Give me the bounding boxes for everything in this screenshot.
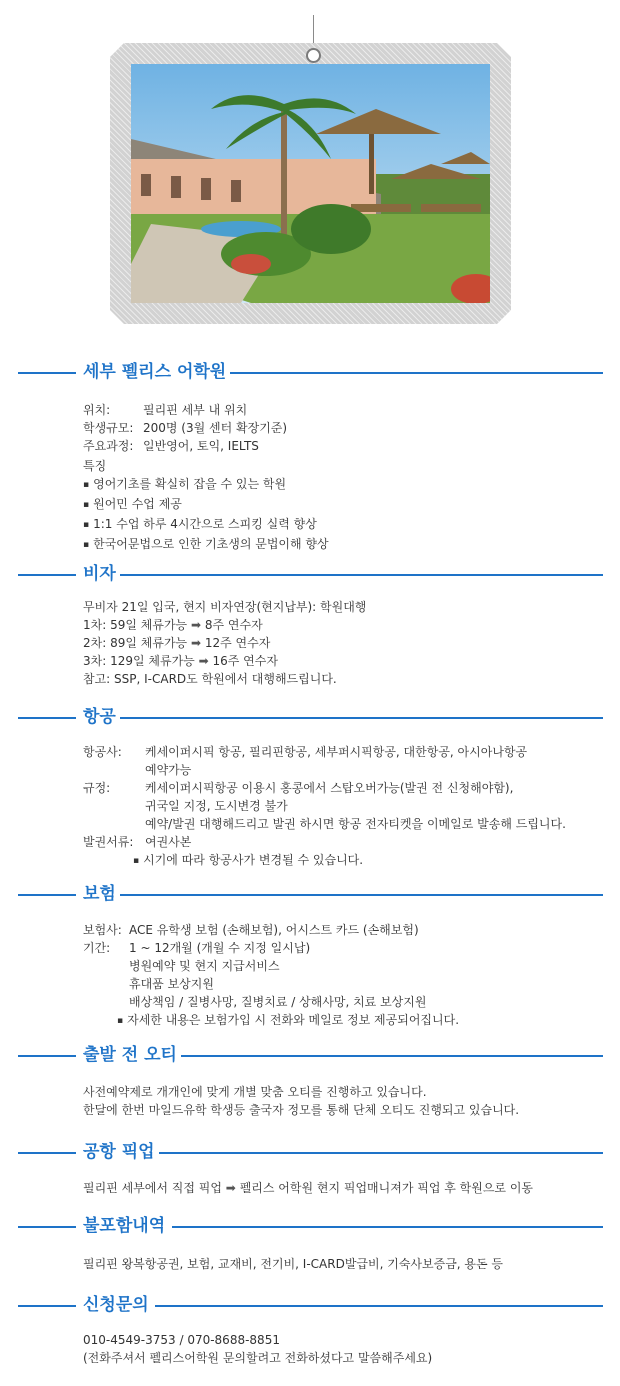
info-key: 항공사: <box>83 745 122 759</box>
section-flight <box>0 705 620 729</box>
info-key: 주요과정: <box>83 439 134 453</box>
visa-step-term: 12주 연수자 <box>204 636 271 650</box>
feature-item: ▪ 원어민 수업 제공 <box>83 495 603 515</box>
header-line-right <box>158 1152 603 1154</box>
info-value: 여권사본 <box>145 835 192 849</box>
visa-step-term: 8주 연수자 <box>204 618 263 632</box>
info-value: 케세이퍼시픽 항공, 필리핀항공, 세부퍼시픽항공, 대한항공, 아시아나항공 <box>145 745 528 759</box>
section-title: 신청문의 <box>83 1293 153 1317</box>
photo-frame <box>110 43 511 324</box>
section-pickup <box>0 1140 620 1164</box>
section-title: 불포함내역 <box>83 1214 169 1238</box>
info-value: 1 ~ 12개월 (개월 수 지정 일시납) <box>129 941 311 955</box>
info-key: 학생규모: <box>83 421 134 435</box>
info-value: 귀국일 지정, 도시변경 불가 <box>145 799 288 813</box>
pickup-from: 필리핀 세부에서 직접 픽업 <box>83 1181 222 1195</box>
section-orientation <box>0 1043 620 1067</box>
section-header <box>0 1140 620 1164</box>
info-key: 보험사: <box>83 923 122 937</box>
orientation-body <box>83 1083 603 1119</box>
contact-note: (전화주셔서 펠리스어학원 문의할려고 전화하셨다고 말씀해주세요) <box>83 1351 433 1365</box>
section-header <box>0 705 620 729</box>
spacer <box>83 761 145 779</box>
header-line-left <box>18 372 76 374</box>
campus-photo <box>131 64 490 303</box>
header-line-right <box>155 1305 603 1307</box>
insurance-body <box>83 921 603 1031</box>
info-row-cont <box>83 1011 603 1031</box>
section-title: 비자 <box>83 562 120 586</box>
header-line-left <box>18 1055 76 1057</box>
visa-step-stay: 3차: 129일 체류가능 <box>83 654 195 668</box>
header-line-left <box>18 1305 76 1307</box>
insurance-item: 휴대품 보상지원 <box>129 977 214 991</box>
info-row-cont <box>83 851 603 871</box>
section-header <box>0 1214 620 1238</box>
spacer <box>83 975 129 993</box>
visa-step-term: 16주 연수자 <box>212 654 278 668</box>
visa-step <box>83 616 603 634</box>
info-value: 200명 (3월 센터 확장기준) <box>143 421 288 435</box>
header-line-left <box>18 1152 76 1154</box>
contact-phone: 010-4549-3753 / 070-8688-8851 <box>83 1333 280 1347</box>
section-inquiry <box>0 1293 620 1317</box>
info-key: 기간: <box>83 941 111 955</box>
orientation-line: 한달에 한번 마일드유학 학생등 출국자 정모를 통해 단체 오티도 진행되고 있습니다. <box>83 1103 520 1117</box>
spacer <box>83 797 145 815</box>
header-line-right <box>178 1055 603 1057</box>
arrow-right-icon: ➡ <box>190 636 202 650</box>
inquiry-body <box>83 1331 603 1367</box>
pickup-line <box>83 1179 603 1197</box>
header-line-right <box>172 1226 603 1228</box>
info-key: 발권서류: <box>83 835 134 849</box>
section-insurance <box>0 882 620 906</box>
section-intro <box>0 360 620 384</box>
info-row <box>83 437 603 455</box>
header-line-right <box>118 574 603 576</box>
flight-note: ▪ 시기에 따라 항공사가 변경될 수 있습니다. <box>133 851 363 871</box>
visa-step-stay: 1차: 59일 체류가능 <box>83 618 188 632</box>
info-row-cont <box>83 957 603 975</box>
spacer <box>83 815 145 833</box>
section-title: 항공 <box>83 705 120 729</box>
excluded-line: 필리핀 왕복항공권, 보험, 교재비, 전기비, I-CARD발급비, 기숙사보증금, 용돈 등 <box>83 1257 504 1271</box>
info-value: 일반영어, 토익, IELTS <box>143 439 259 453</box>
visa-step-stay: 2차: 89일 체류가능 <box>83 636 188 650</box>
info-row-cont <box>83 975 603 993</box>
feature-item: ▪ 영어기초를 확실히 잡을 수 있는 학원 <box>83 475 603 495</box>
arrow-right-icon: ➡ <box>198 654 209 668</box>
info-row-cont <box>83 797 603 815</box>
section-excluded <box>0 1214 620 1238</box>
arrow-right-icon: ➡ <box>225 1181 236 1195</box>
section-header <box>0 1293 620 1317</box>
section-header <box>0 1043 620 1067</box>
section-title: 공항 픽업 <box>83 1140 159 1164</box>
flight-body <box>83 743 603 871</box>
hanging-ring <box>306 48 321 63</box>
info-value: 예약/발권 대행해드리고 발권 하시면 항공 전자티켓을 이메일로 발송해 드립니다. <box>145 817 566 831</box>
header-line-right <box>230 372 603 374</box>
info-key: 위치: <box>83 403 111 417</box>
insurance-period-row <box>83 939 603 957</box>
excluded-body <box>83 1255 603 1273</box>
header-line-left <box>18 1226 76 1228</box>
flight-rule-row <box>83 779 603 797</box>
pickup-to: 펠리스 어학원 현지 픽업매니져가 픽업 후 학원으로 이동 <box>239 1181 534 1195</box>
section-title: 보험 <box>83 882 120 906</box>
section-header <box>0 562 620 586</box>
pickup-body <box>83 1179 603 1197</box>
info-row-cont <box>83 993 603 1011</box>
spacer <box>83 1011 117 1031</box>
visa-note: 참고: SSP, I-CARD도 학원에서 대행해드립니다. <box>83 672 337 686</box>
info-row <box>83 401 603 419</box>
flight-airline-row <box>83 743 603 761</box>
header-line-left <box>18 717 76 719</box>
arrow-right-icon: ➡ <box>190 618 202 632</box>
section-header <box>0 882 620 906</box>
intro-body <box>83 401 603 555</box>
flight-doc-row <box>83 833 603 851</box>
spacer <box>83 993 129 1011</box>
info-key: 규정: <box>83 781 111 795</box>
feature-item: ▪ 한국어문법으로 인한 기초생의 문법이해 향상 <box>83 535 603 555</box>
header-line-left <box>18 574 76 576</box>
insurance-co-row <box>83 921 603 939</box>
section-visa <box>0 562 620 586</box>
insurance-item: 병원예약 및 현지 지급서비스 <box>129 959 280 973</box>
visa-intro: 무비자 21일 입국, 현지 비자연장(현지납부): 학원대행 <box>83 600 367 614</box>
header-line-right <box>118 894 603 896</box>
visa-step <box>83 652 603 670</box>
info-value: 예약가능 <box>145 763 192 777</box>
visa-step <box>83 634 603 652</box>
info-row-cont <box>83 815 603 833</box>
info-row-cont <box>83 761 603 779</box>
info-row <box>83 419 603 437</box>
info-value: 필리핀 세부 내 위치 <box>143 403 248 417</box>
section-header <box>0 360 620 384</box>
feature-item: ▪ 1:1 수업 하루 4시간으로 스피킹 실력 향상 <box>83 515 603 535</box>
spacer <box>83 957 129 975</box>
orientation-line: 사전예약제로 개개인에 맞게 개별 맞춤 오티를 진행하고 있습니다. <box>83 1085 427 1099</box>
info-value: 케세이퍼시픽항공 이용시 홍콩에서 스탑오버가능(발권 전 신청해야함), <box>145 781 514 795</box>
header-line-right <box>118 717 603 719</box>
section-title: 세부 펠리스 어학원 <box>83 360 230 384</box>
spacer <box>83 851 133 871</box>
visa-body <box>83 598 603 688</box>
features-label: 특징 <box>83 459 107 473</box>
insurance-item: 배상책임 / 질병사망, 질병치료 / 상해사망, 치료 보상지원 <box>129 995 427 1009</box>
section-title: 출발 전 오티 <box>83 1043 181 1067</box>
info-value: ACE 유학생 보험 (손해보험), 어시스트 카드 (손해보험) <box>129 923 419 937</box>
header-line-left <box>18 894 76 896</box>
insurance-note: ▪ 자세한 내용은 보험가입 시 전화와 메일로 정보 제공되어집니다. <box>117 1011 459 1031</box>
